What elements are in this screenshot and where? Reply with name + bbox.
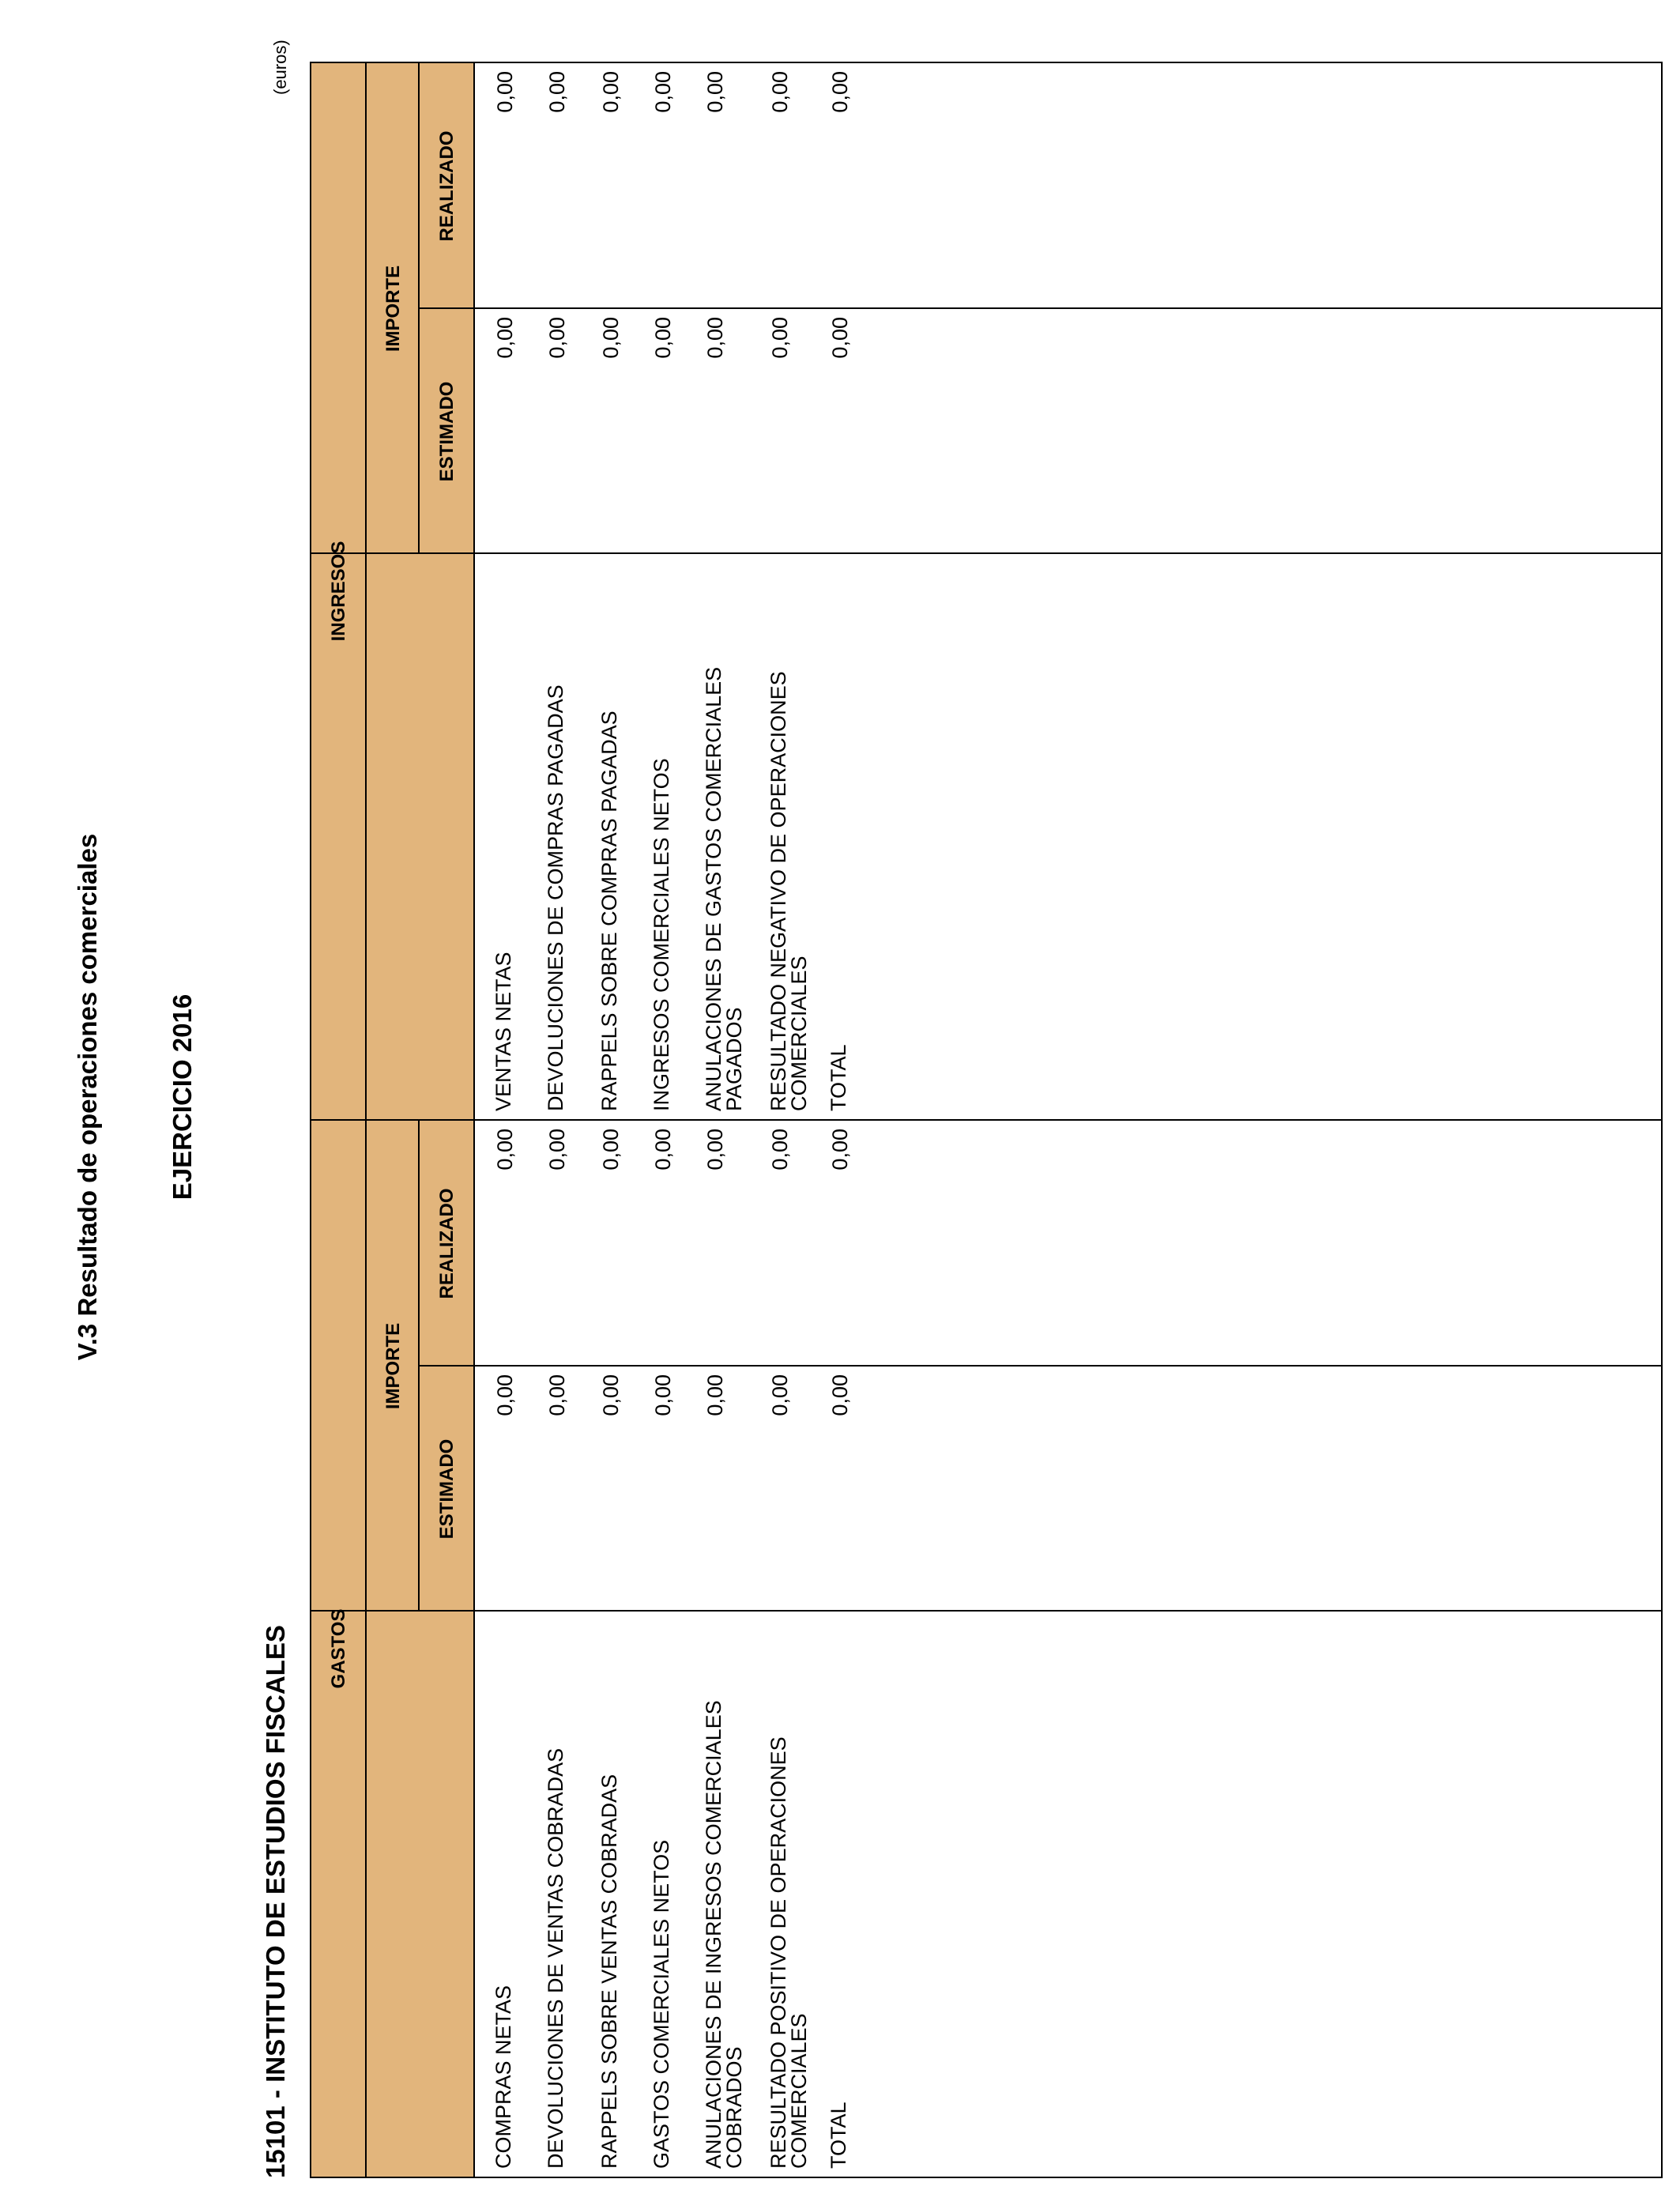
gastos-row-label: RAPPELS SOBRE VENTAS COBRADAS (597, 1774, 621, 2169)
ejercicio-heading: EJERCICIO 2016 (168, 993, 197, 1201)
gastos-table (310, 1119, 1663, 2178)
ingresos-row-estimado: 0,00 (651, 317, 675, 359)
gastos-row-realizado: 0,00 (828, 1129, 852, 1171)
ingresos-table (310, 62, 1663, 1121)
gastos-concept-header (367, 1612, 475, 2177)
gastos-row-estimado: 0,00 (493, 1374, 517, 1416)
gastos-estimado-header: ESTIMADO (420, 1367, 475, 1612)
ingresos-row-label: VENTAS NETAS (492, 952, 515, 1111)
ingresos-row-label: RESULTADO NEGATIVO DE OPERACIONES COMERCIALES (767, 671, 811, 1111)
gastos-row-realizado: 0,00 (599, 1129, 623, 1171)
ingresos-row-estimado: 0,00 (828, 317, 852, 359)
ingresos-row-estimado: 0,00 (599, 317, 623, 359)
ingresos-row-label: ANULACIONES DE GASTOS COMERCIALES PAGADOS (702, 666, 746, 1111)
gastos-row-estimado: 0,00 (703, 1374, 727, 1416)
ingresos-row-estimado: 0,00 (768, 317, 792, 359)
gastos-row-realizado: 0,00 (545, 1129, 569, 1171)
report-title: V.3 Resultado de operaciones comerciales (73, 833, 102, 1361)
gastos-row-realizado: 0,00 (703, 1129, 727, 1171)
ingresos-row-estimado: 0,00 (545, 317, 569, 359)
ingresos-concept-header (367, 554, 475, 1119)
ingresos-row-label: TOTAL (827, 1044, 850, 1111)
gastos-row-label: ANULACIONES DE INGRESOS COMERCIALES COBRADOS (702, 1700, 746, 2169)
gastos-row-label: DEVOLUCIONES DE VENTAS COBRADAS (544, 1747, 567, 2169)
gastos-row-estimado: 0,00 (599, 1374, 623, 1416)
gastos-row-label: GASTOS COMERCIALES NETOS (650, 1839, 673, 2169)
gastos-row-realizado: 0,00 (651, 1129, 675, 1171)
gastos-row-realizado: 0,00 (493, 1129, 517, 1171)
ingresos-row-label: INGRESOS COMERCIALES NETOS (650, 758, 673, 1111)
gastos-row-label: COMPRAS NETAS (492, 1985, 515, 2169)
gastos-row-label: RESULTADO POSITIVO DE OPERACIONES COMERCIALES (767, 1736, 811, 2169)
ingresos-estimado-header: ESTIMADO (420, 309, 475, 554)
ingresos-row-realizado: 0,00 (599, 71, 623, 113)
ingresos-row-realizado: 0,00 (545, 71, 569, 113)
gastos-realizado-header: REALIZADO (420, 1121, 475, 1367)
organismo-name: 15101 - INSTITUTO DE ESTUDIOS FISCALES (261, 1625, 290, 2178)
gastos-heading: GASTOS (311, 1121, 367, 2177)
ingresos-row-realizado: 0,00 (768, 71, 792, 113)
ingresos-row-label: RAPPELS SOBRE COMPRAS PAGADAS (597, 711, 621, 1111)
currency-unit: (euros) (270, 40, 290, 95)
gastos-row-estimado: 0,00 (651, 1374, 675, 1416)
ingresos-row-realizado: 0,00 (493, 71, 517, 113)
ingresos-row-realizado: 0,00 (651, 71, 675, 113)
gastos-row-realizado: 0,00 (768, 1129, 792, 1171)
gastos-row-label: TOTAL (827, 2102, 850, 2169)
ingresos-row-realizado: 0,00 (703, 71, 727, 113)
gastos-row-estimado: 0,00 (828, 1374, 852, 1416)
ingresos-realizado-header: REALIZADO (420, 63, 475, 309)
ingresos-row-label: DEVOLUCIONES DE COMPRAS PAGADAS (544, 684, 567, 1111)
gastos-importe-header: IMPORTE (367, 1121, 420, 1612)
ingresos-row-estimado: 0,00 (703, 317, 727, 359)
ingresos-row-realizado: 0,00 (828, 71, 852, 113)
gastos-row-estimado: 0,00 (768, 1374, 792, 1416)
ingresos-importe-header: IMPORTE (367, 63, 420, 554)
gastos-row-estimado: 0,00 (545, 1374, 569, 1416)
ingresos-row-estimado: 0,00 (493, 317, 517, 359)
ingresos-heading: INGRESOS (311, 63, 367, 1119)
